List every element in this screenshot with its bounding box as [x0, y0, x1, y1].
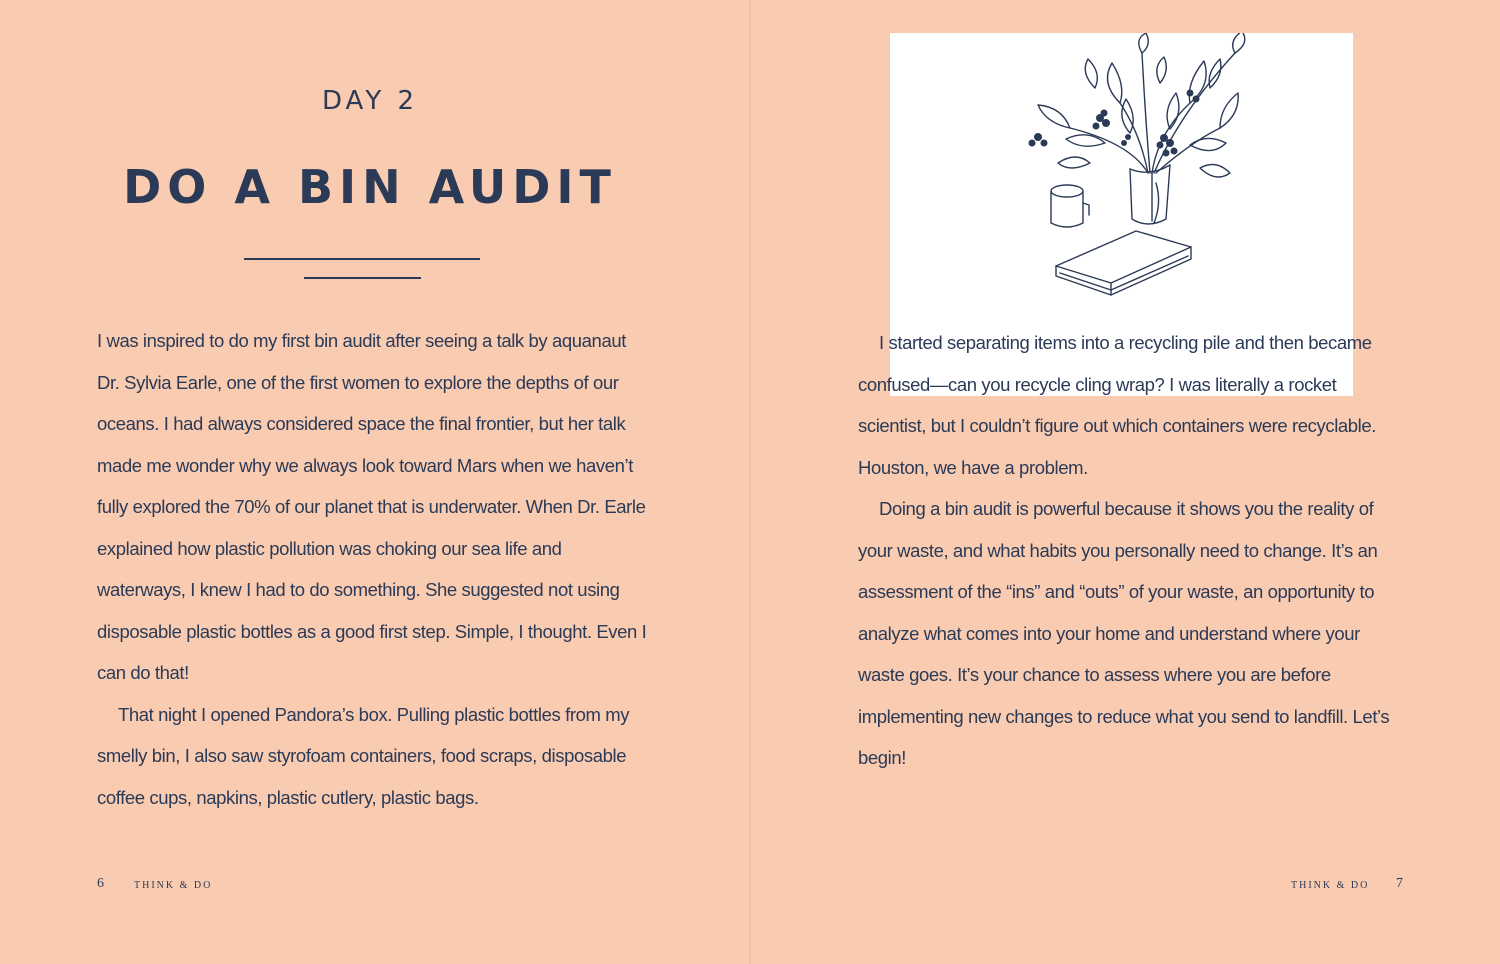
paragraph: I started separating items into a recycling pile and then became confused—can you recycle cling wrap? I was literally a rocket scientist, but I couldn’t figure out which containers were recyclable. Houston, we have a problem. — [858, 332, 1377, 478]
paragraph: I was inspired to do my first bin audit after seeing a talk by aquanaut Dr. Sylvia Earle, one of the first women to explore the depths of our oceans. I had always considered space the final frontier, but her talk made me wonder why we always look toward Mars when we haven’t fully explored the 70% of our planet that is underwater. When Dr. Earle explained how plastic pollution was choking our sea life and waterways, I knew I had to do something. She suggested not using disposable plastic bottles as a good first step. Simple, I thought. Even I can do that! — [97, 330, 647, 683]
left-body-text — [97, 320, 647, 818]
left-page — [0, 0, 749, 964]
right-body-text — [858, 322, 1398, 779]
paragraph: Doing a bin audit is powerful because it shows you the reality of your waste, and what habits you personally need to change. It’s an assessment of the “ins” and “outs” of your waste, an opportunity to analyze what comes into your home and understand where your waste goes. It’s your chance to assess where you are before implementing new changes to reduce what you send to landfill. Let’s begin! — [858, 498, 1390, 768]
chapter-title: DO A BIN AUDIT — [123, 160, 617, 214]
page-number: 7 — [1396, 876, 1403, 891]
paragraph: That night I opened Pandora’s box. Pulling plastic bottles from my smelly bin, I also saw styrofoam containers, food scraps, disposable coffee cups, napkins, plastic cutlery, plastic bags. — [97, 703, 630, 808]
running-head: THINK & DO — [1291, 880, 1370, 891]
title-divider-short — [304, 277, 421, 279]
day-label: DAY 2 — [321, 86, 419, 116]
running-head: THINK & DO — [134, 880, 213, 891]
page-number: 6 — [97, 876, 104, 891]
title-divider-long — [244, 258, 480, 260]
